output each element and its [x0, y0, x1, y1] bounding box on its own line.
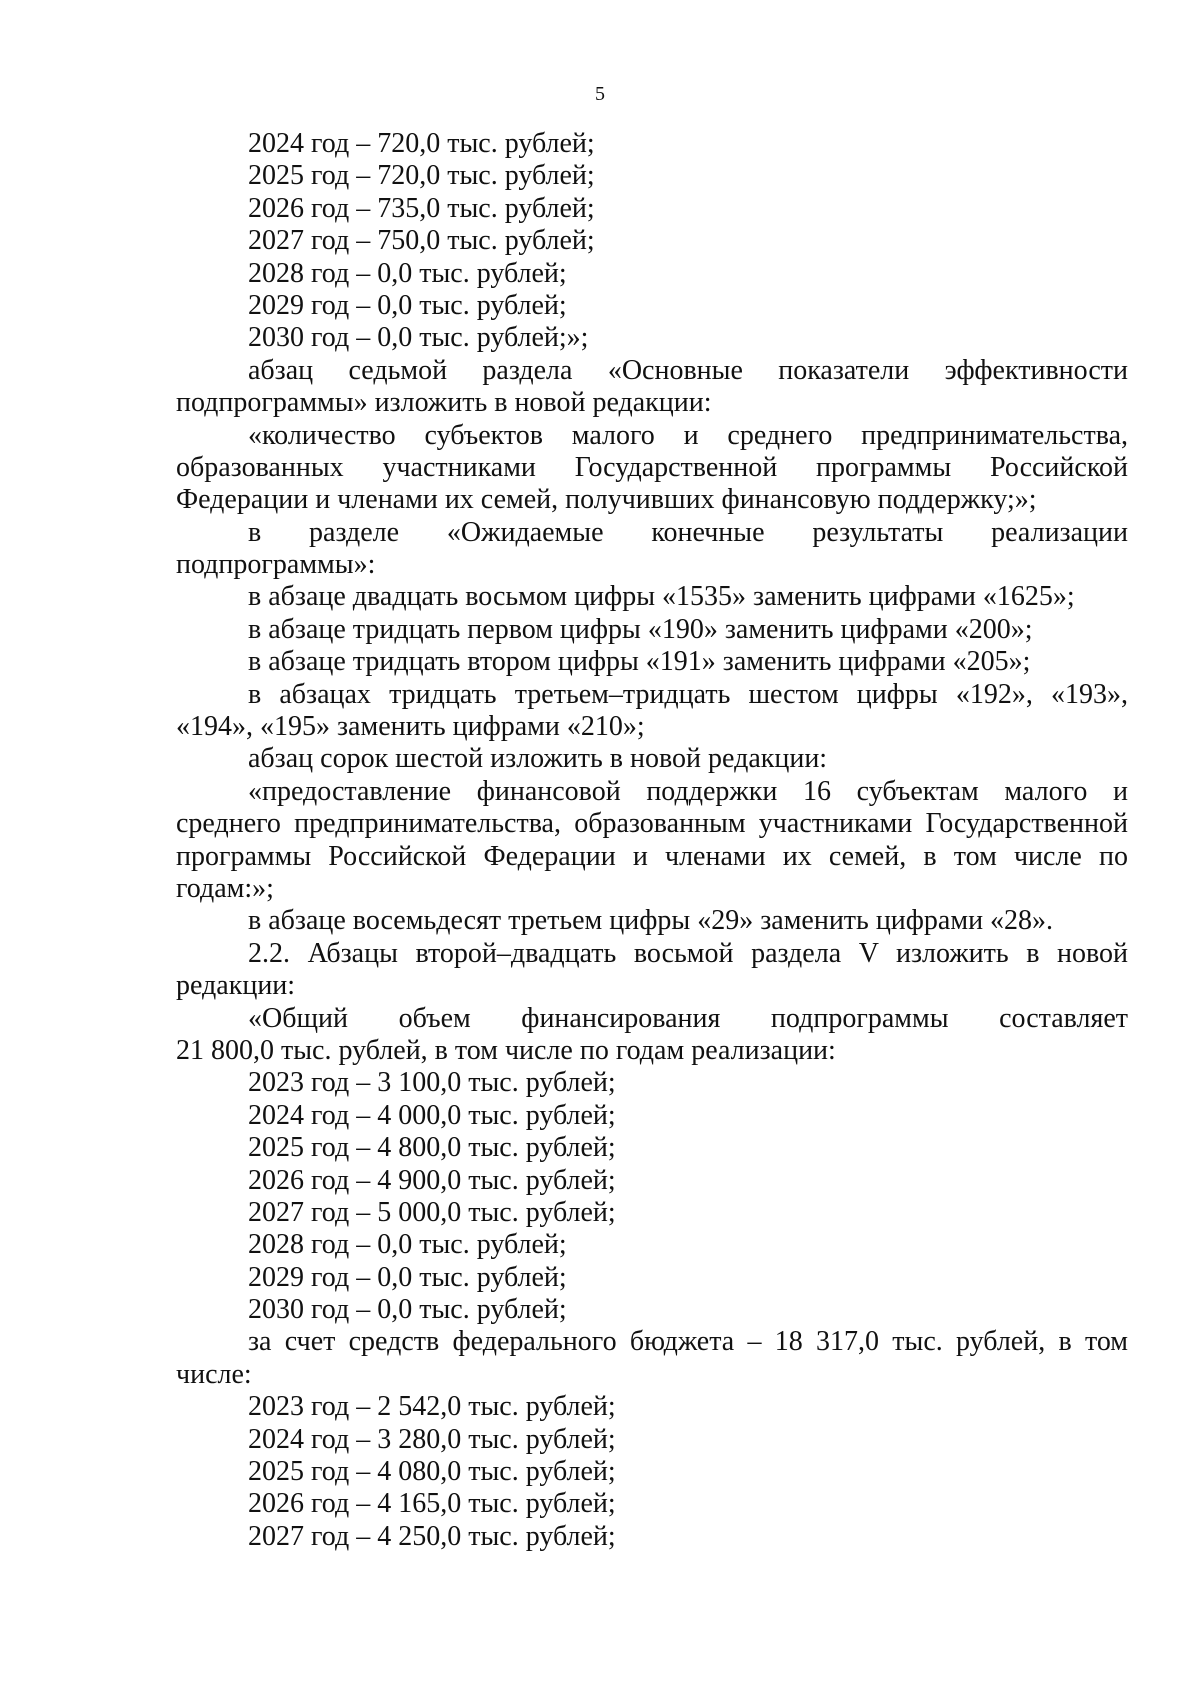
text-line: «Общий объем финансирования подпрограммы составляет — [248, 1002, 1128, 1034]
text-line: годам:»; — [176, 872, 274, 904]
document-body — [176, 128, 1128, 1553]
text-line: программы Российской Федерации и членами их семей, в том числе по — [176, 840, 1128, 872]
text-line: в абзацах тридцать третьем–тридцать шестом цифры «192», «193», — [248, 678, 1128, 710]
page-number: 5 — [595, 83, 605, 105]
text-line: «предоставление финансовой поддержки 16 субъектам малого и — [248, 775, 1128, 807]
text-line: в абзаце двадцать восьмом цифры «1535» заменить цифрами «1625»; — [248, 581, 1075, 613]
text-line: подпрограммы»: — [176, 549, 376, 581]
text-line: 2023 год – 3 100,0 тыс. рублей; — [248, 1067, 616, 1099]
text-line: редакции: — [176, 970, 296, 1002]
text-line: подпрограммы» изложить в новой редакции: — [176, 387, 712, 419]
text-line: 2028 год – 0,0 тыс. рублей; — [248, 1229, 567, 1261]
text-line: в абзаце тридцать первом цифры «190» заменить цифрами «200»; — [248, 613, 1033, 645]
text-line: «194», «195» заменить цифрами «210»; — [176, 711, 645, 743]
text-line: среднего предпринимательства, образованным участниками Государственной — [176, 808, 1128, 840]
text-line: образованных участниками Государственной программы Российской — [176, 451, 1128, 483]
text-line: 2026 год – 4 900,0 тыс. рублей; — [248, 1164, 616, 1196]
text-line: 2028 год – 0,0 тыс. рублей; — [248, 257, 567, 289]
text-line: 2026 год – 4 165,0 тыс. рублей; — [248, 1488, 616, 1520]
text-line: числе: — [176, 1358, 252, 1390]
text-line: 2024 год – 720,0 тыс. рублей; — [248, 128, 595, 159]
text-line: Федерации и членами их семей, получивших финансовую поддержку;»; — [176, 484, 1037, 516]
text-line: абзац седьмой раздела «Основные показатели эффективности — [248, 354, 1128, 386]
text-line: «количество субъектов малого и среднего предпринимательства, — [248, 419, 1128, 451]
text-line: 2024 год – 4 000,0 тыс. рублей; — [248, 1099, 616, 1131]
text-line: 2030 год – 0,0 тыс. рублей; — [248, 1294, 567, 1326]
text-line: 2027 год – 4 250,0 тыс. рублей; — [248, 1520, 616, 1552]
text-line: 2027 год – 5 000,0 тыс. рублей; — [248, 1196, 616, 1228]
text-line: 2029 год – 0,0 тыс. рублей; — [248, 289, 567, 321]
text-line: 21 800,0 тыс. рублей, в том числе по годам реализации: — [176, 1034, 836, 1066]
text-line: 2.2. Абзацы второй–двадцать восьмой раздела V изложить в новой — [248, 937, 1128, 969]
text-line: 2025 год – 4 800,0 тыс. рублей; — [248, 1132, 616, 1164]
text-line: 2030 год – 0,0 тыс. рублей;»; — [248, 322, 589, 354]
text-line: 2027 год – 750,0 тыс. рублей; — [248, 225, 595, 257]
text-line: 2023 год – 2 542,0 тыс. рублей; — [248, 1391, 616, 1423]
text-line: 2024 год – 3 280,0 тыс. рублей; — [248, 1423, 616, 1455]
text-line: в абзаце восемьдесят третьем цифры «29» заменить цифрами «28». — [248, 905, 1054, 937]
text-line: 2025 год – 4 080,0 тыс. рублей; — [248, 1456, 616, 1488]
text-line: 2026 год – 735,0 тыс. рублей; — [248, 192, 595, 224]
text-line: за счет средств федерального бюджета – 18 317,0 тыс. рублей, в том — [248, 1326, 1128, 1358]
text-line: в абзаце тридцать втором цифры «191» заменить цифрами «205»; — [248, 646, 1031, 678]
text-line: 2029 год – 0,0 тыс. рублей; — [248, 1261, 567, 1293]
text-line: абзац сорок шестой изложить в новой редакции: — [248, 743, 828, 775]
text-line: 2025 год – 720,0 тыс. рублей; — [248, 160, 595, 192]
text-line: в разделе «Ожидаемые конечные результаты реализации — [248, 516, 1128, 548]
